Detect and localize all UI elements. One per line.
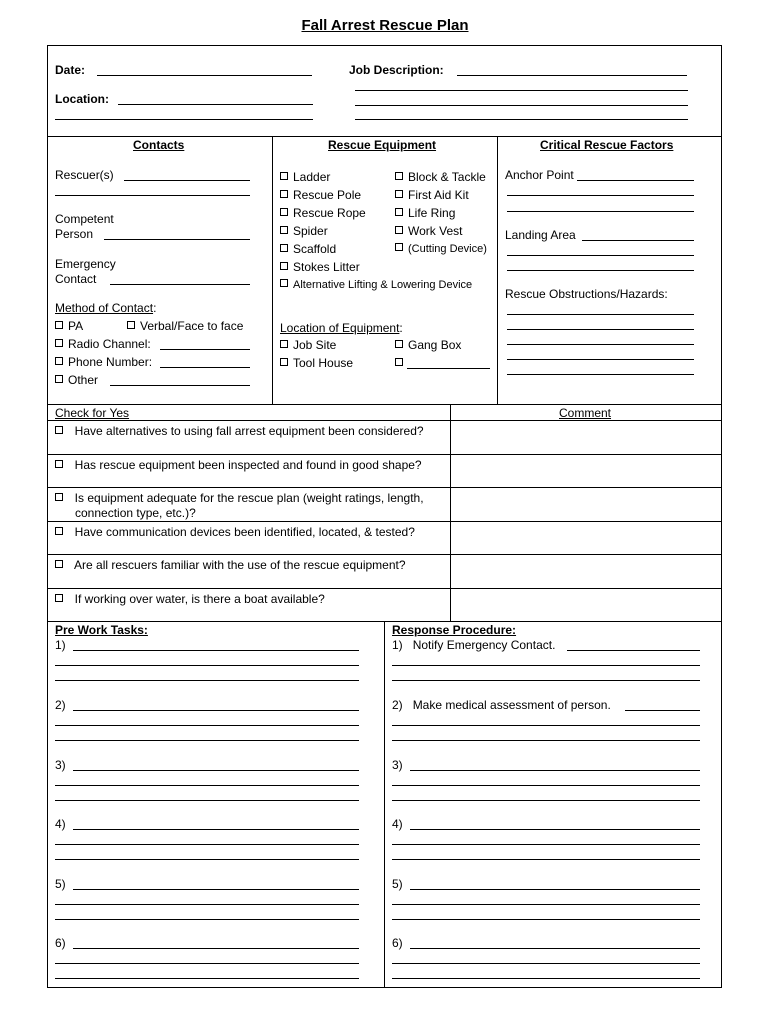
procedure-step: 1) Notify Emergency Contact. xyxy=(392,638,556,652)
checkbox-icon[interactable] xyxy=(280,340,288,348)
divider xyxy=(47,521,722,522)
job-description-label: Job Description: xyxy=(349,63,444,77)
other-option[interactable]: Other xyxy=(55,373,98,387)
first-aid-kit-option[interactable]: First Aid Kit xyxy=(395,188,469,202)
task-field-line[interactable] xyxy=(55,844,359,845)
procedure-number: 4) xyxy=(392,817,403,831)
procedure-field-line[interactable] xyxy=(392,800,700,801)
other-location-field[interactable] xyxy=(407,368,490,369)
checklist-item[interactable]: Has rescue equipment been inspected and found in good shape? xyxy=(55,458,422,472)
rescuers-label: Rescuer(s) xyxy=(55,168,114,182)
task-number: 6) xyxy=(55,936,66,950)
checkbox-icon[interactable] xyxy=(395,190,403,198)
divider xyxy=(47,487,722,488)
procedure-field[interactable] xyxy=(567,650,700,651)
procedure-number: 3) xyxy=(392,758,403,772)
job-description-line-4[interactable] xyxy=(355,119,688,120)
checkbox-icon[interactable] xyxy=(55,357,63,365)
tool-house-option[interactable]: Tool House xyxy=(280,356,353,370)
task-number: 2) xyxy=(55,698,66,712)
task-number: 5) xyxy=(55,877,66,891)
checklist-item[interactable]: Are all rescuers familiar with the use of the rescue equipment? xyxy=(55,558,406,572)
task-field-line[interactable] xyxy=(55,859,359,860)
obstructions-label: Rescue Obstructions/Hazards: xyxy=(505,287,668,301)
checkbox-icon[interactable] xyxy=(280,172,288,180)
location-line-2[interactable] xyxy=(55,119,313,120)
procedure-field-line[interactable] xyxy=(392,859,700,860)
divider xyxy=(384,621,385,988)
task-field[interactable] xyxy=(73,650,359,651)
work-vest-option[interactable]: Work Vest xyxy=(395,224,462,238)
task-field-line[interactable] xyxy=(55,665,359,666)
response-procedure-heading: Response Procedure: xyxy=(392,623,517,637)
checkbox-icon[interactable] xyxy=(395,340,403,348)
checkbox-icon[interactable] xyxy=(280,262,288,270)
competent-person-field[interactable] xyxy=(104,239,250,240)
job-description-field[interactable] xyxy=(457,75,687,76)
procedure-field-line[interactable] xyxy=(392,978,700,979)
anchor-point-line-2[interactable] xyxy=(507,195,694,196)
checkbox-icon[interactable] xyxy=(55,339,63,347)
emergency-label: Emergency xyxy=(55,257,116,271)
check-for-yes-header: Check for Yes xyxy=(55,406,130,420)
checkbox-icon[interactable] xyxy=(55,426,63,434)
rescue-equipment-heading: Rescue Equipment xyxy=(328,138,437,152)
task-field[interactable] xyxy=(73,710,359,711)
procedure-number: 6) xyxy=(392,936,403,950)
checkbox-icon[interactable] xyxy=(395,243,403,251)
checkbox-icon[interactable] xyxy=(395,226,403,234)
location-label: Location: xyxy=(55,92,109,106)
checklist-item[interactable]: Have alternatives to using fall arrest equipment been considered? xyxy=(55,424,424,438)
pa-option[interactable]: PA xyxy=(55,319,83,333)
date-label: Date: xyxy=(55,63,86,77)
verbal-option[interactable]: Verbal/Face to face xyxy=(127,319,243,333)
procedure-field-line[interactable] xyxy=(392,785,700,786)
checkbox-icon[interactable] xyxy=(395,172,403,180)
scaffold-option[interactable]: Scaffold xyxy=(280,242,336,256)
divider xyxy=(47,404,722,405)
rescuers-field-2[interactable] xyxy=(55,195,250,196)
procedure-field-line[interactable] xyxy=(392,725,700,726)
checkbox-icon[interactable] xyxy=(280,208,288,216)
task-field-line[interactable] xyxy=(55,963,359,964)
checkbox-icon[interactable] xyxy=(280,190,288,198)
ladder-option[interactable]: Ladder xyxy=(280,170,330,184)
task-number: 4) xyxy=(55,817,66,831)
radio-channel-option[interactable]: Radio Channel: xyxy=(55,337,151,351)
obstructions-line-2[interactable] xyxy=(507,329,694,330)
person-label: Person xyxy=(55,227,94,241)
checkbox-icon[interactable] xyxy=(280,279,288,287)
method-of-contact-label: Method of Contact: xyxy=(55,301,157,315)
phone-number-option[interactable]: Phone Number: xyxy=(55,355,152,369)
checkbox-icon[interactable] xyxy=(280,244,288,252)
task-number: 1) xyxy=(55,638,66,652)
emergency-contact-field[interactable] xyxy=(110,284,250,285)
anchor-point-label: Anchor Point xyxy=(505,168,574,182)
task-field-line[interactable] xyxy=(55,904,359,905)
checkbox-icon[interactable] xyxy=(55,527,63,535)
comment-header: Comment xyxy=(559,406,612,420)
checkbox-icon[interactable] xyxy=(55,321,63,329)
landing-area-field[interactable] xyxy=(582,240,694,241)
obstructions-line-3[interactable] xyxy=(507,344,694,345)
checklist-item[interactable]: If working over water, is there a boat available? xyxy=(55,592,325,606)
task-field-line[interactable] xyxy=(55,978,359,979)
landing-area-line-3[interactable] xyxy=(507,270,694,271)
task-field-line[interactable] xyxy=(55,740,359,741)
procedure-field[interactable] xyxy=(410,829,700,830)
procedure-field-line[interactable] xyxy=(392,919,700,920)
procedure-number: 5) xyxy=(392,877,403,891)
rescue-rope-option[interactable]: Rescue Rope xyxy=(280,206,366,220)
checkbox-icon[interactable] xyxy=(55,560,63,568)
procedure-field-line[interactable] xyxy=(392,844,700,845)
divider xyxy=(47,588,722,589)
gang-box-option[interactable]: Gang Box xyxy=(395,338,461,352)
radio-channel-field[interactable] xyxy=(160,349,250,350)
checkbox-icon[interactable] xyxy=(55,493,63,501)
pre-work-tasks-heading: Pre Work Tasks: xyxy=(55,623,148,637)
phone-number-field[interactable] xyxy=(160,367,250,368)
other-field[interactable] xyxy=(110,385,250,386)
stokes-litter-option[interactable]: Stokes Litter xyxy=(280,260,360,274)
rescue-pole-option[interactable]: Rescue Pole xyxy=(280,188,361,202)
task-field-line[interactable] xyxy=(55,680,359,681)
critical-rescue-factors-heading: Critical Rescue Factors xyxy=(540,138,674,152)
procedure-field-line[interactable] xyxy=(392,680,700,681)
checkbox-icon[interactable] xyxy=(280,226,288,234)
page-title: Fall Arrest Rescue Plan xyxy=(301,17,469,34)
landing-area-label: Landing Area xyxy=(505,228,576,242)
anchor-point-line-3[interactable] xyxy=(507,211,694,212)
checkbox-icon[interactable] xyxy=(395,208,403,216)
anchor-point-field[interactable] xyxy=(577,180,694,181)
task-number: 3) xyxy=(55,758,66,772)
procedure-field[interactable] xyxy=(410,770,700,771)
job-site-option[interactable]: Job Site xyxy=(280,338,336,352)
task-field[interactable] xyxy=(73,948,359,949)
divider xyxy=(497,136,498,404)
cutting-device-option[interactable]: (Cutting Device) xyxy=(395,242,487,256)
divider xyxy=(47,454,722,455)
job-description-line-3[interactable] xyxy=(355,105,688,106)
competent-label: Competent xyxy=(55,212,114,226)
location-field[interactable] xyxy=(118,104,313,105)
divider xyxy=(47,554,722,555)
location-of-equipment-label: Location of Equipment: xyxy=(280,321,403,335)
landing-area-line-2[interactable] xyxy=(507,255,694,256)
task-field-line[interactable] xyxy=(55,785,359,786)
task-field[interactable] xyxy=(73,770,359,771)
checkbox-icon[interactable] xyxy=(55,375,63,383)
task-field[interactable] xyxy=(73,889,359,890)
procedure-field[interactable] xyxy=(625,710,700,711)
job-description-line-2[interactable] xyxy=(355,90,688,91)
checkbox-icon[interactable] xyxy=(55,460,63,468)
checkbox-icon[interactable] xyxy=(127,321,135,329)
date-field[interactable] xyxy=(97,75,312,76)
procedure-field-line[interactable] xyxy=(392,665,700,666)
contacts-heading: Contacts xyxy=(133,138,185,152)
obstructions-line-5[interactable] xyxy=(507,374,694,375)
checkbox-icon[interactable] xyxy=(55,594,63,602)
task-field-line[interactable] xyxy=(55,725,359,726)
obstructions-line-4[interactable] xyxy=(507,359,694,360)
contact-label: Contact xyxy=(55,272,97,286)
rescuers-field[interactable] xyxy=(124,180,250,181)
divider xyxy=(47,420,722,421)
checklist-item[interactable]: Have communication devices been identified, located, & tested? xyxy=(55,525,415,539)
spider-option[interactable]: Spider xyxy=(280,224,328,238)
task-field[interactable] xyxy=(73,829,359,830)
procedure-field[interactable] xyxy=(410,889,700,890)
life-ring-option[interactable]: Life Ring xyxy=(395,206,455,220)
checkbox-icon[interactable] xyxy=(280,358,288,366)
procedure-field-line[interactable] xyxy=(392,904,700,905)
alt-lifting-option[interactable]: Alternative Lifting & Lowering Device xyxy=(280,278,472,292)
task-field-line[interactable] xyxy=(55,919,359,920)
procedure-field[interactable] xyxy=(410,948,700,949)
procedure-field-line[interactable] xyxy=(392,740,700,741)
divider xyxy=(272,136,273,404)
task-field-line[interactable] xyxy=(55,800,359,801)
procedure-field-line[interactable] xyxy=(392,963,700,964)
procedure-step: 2) Make medical assessment of person. xyxy=(392,698,611,712)
checkbox-icon[interactable] xyxy=(395,358,403,366)
divider xyxy=(47,136,722,137)
checklist-item[interactable]: Is equipment adequate for the rescue plan (weight ratings, length, xyxy=(55,491,424,505)
checklist-item-continuation: connection type, etc.)? xyxy=(75,506,196,520)
obstructions-line-1[interactable] xyxy=(507,314,694,315)
block-tackle-option[interactable]: Block & Tackle xyxy=(395,170,486,184)
